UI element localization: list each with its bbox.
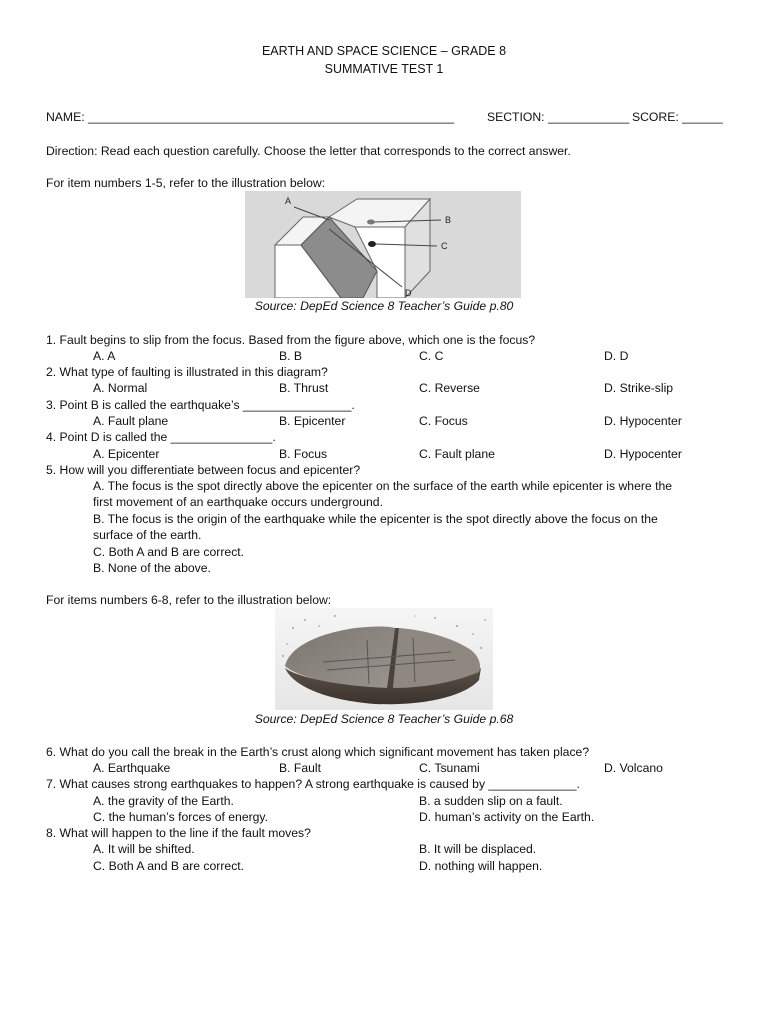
- q7-choice-d: D. human’s activity on the Earth.: [419, 810, 595, 824]
- q7-choice-b: B. a sudden slip on a fault.: [419, 794, 563, 808]
- q7-choice-c: C. the human’s forces of energy.: [93, 810, 269, 824]
- q6-choice-b: B. Fault: [279, 761, 321, 775]
- part1-intro: For item numbers 1-5, refer to the illustration below:: [46, 176, 326, 190]
- q5-choice-a-line1: A. The focus is the spot directly above the epicenter on the surface of the earth while epicenter is where the: [93, 479, 673, 493]
- figure1-caption: Source: DepEd Science 8 Teacher’s Guide p.80: [254, 299, 514, 313]
- q8-choice-a: A. It will be shifted.: [93, 842, 195, 856]
- q5-choice-c: C. Both A and B are correct.: [93, 545, 245, 559]
- q3-choice-c: C. Focus: [419, 414, 468, 428]
- question-5: 5. How will you differentiate between focus and epicenter?: [46, 463, 361, 477]
- score-field: SCORE: ______: [632, 110, 723, 124]
- question-6: 6. What do you call the break in the Earth’s crust along which significant movement has taken place?: [46, 745, 590, 759]
- q8-choice-c: C. Both A and B are correct.: [93, 859, 245, 873]
- question-4: 4. Point D is called the _______________.: [46, 430, 276, 444]
- figure2-caption: Source: DepEd Science 8 Teacher’s Guide p.68: [254, 712, 514, 726]
- label-a: A: [285, 196, 292, 206]
- page-title: EARTH AND SPACE SCIENCE – GRADE 8: [261, 44, 507, 58]
- q4-choice-c: C. Fault plane: [419, 447, 495, 461]
- question-8: 8. What will happen to the line if the fault moves?: [46, 826, 311, 840]
- q7-choice-a: A. the gravity of the Earth.: [93, 794, 234, 808]
- section-field: SECTION: ____________: [487, 110, 630, 124]
- fault-block-diagram: [245, 191, 521, 298]
- q8-choice-b: B. It will be displaced.: [419, 842, 537, 856]
- q6-choice-a: A. Earthquake: [93, 761, 171, 775]
- q1-choice-b: B. B: [279, 349, 303, 363]
- q5-choice-b-line1: B. The focus is the origin of the earthquake while the epicenter is the spot directly above the focus on the: [93, 512, 658, 526]
- page-subtitle: SUMMATIVE TEST 1: [324, 62, 444, 76]
- q3-choice-b: B. Epicenter: [279, 414, 346, 428]
- q4-choice-a: A. Epicenter: [93, 447, 160, 461]
- label-b: B: [445, 215, 452, 225]
- q2-choice-c: C. Reverse: [419, 381, 480, 395]
- label-c: C: [441, 241, 448, 251]
- q8-choice-d: D. nothing will happen.: [419, 859, 543, 873]
- name-field: NAME: ______________________________________________________: [46, 110, 455, 124]
- q3-choice-d: D. Hypocenter: [604, 414, 682, 428]
- question-7: 7. What causes strong earthquakes to happen? A strong earthquake is caused by _____________.: [46, 777, 580, 791]
- part2-intro: For items numbers 6-8, refer to the illustration below:: [46, 593, 332, 607]
- sand-fault-photo: [275, 608, 493, 710]
- q1-choice-a: A. A: [93, 349, 116, 363]
- q1-choice-d: D. D: [604, 349, 629, 363]
- q2-choice-b: B. Thrust: [279, 381, 329, 395]
- q6-choice-d: D. Volcano: [604, 761, 663, 775]
- q5-choice-d: B. None of the above.: [93, 561, 211, 575]
- question-1: 1. Fault begins to slip from the focus. Based from the figure above, which one is the focus?: [46, 333, 536, 347]
- q4-choice-b: B. Focus: [279, 447, 328, 461]
- q2-choice-a: A. Normal: [93, 381, 148, 395]
- direction-text: Direction: Read each question carefully. Choose the letter that corresponds to the correct answer.: [46, 144, 571, 158]
- q2-choice-d: D. Strike-slip: [604, 381, 674, 395]
- q4-choice-d: D. Hypocenter: [604, 447, 682, 461]
- q5-choice-a-line2: first movement of an earthquake occurs underground.: [93, 495, 383, 509]
- q3-choice-a: A. Fault plane: [93, 414, 169, 428]
- question-3: 3. Point B is called the earthquake’s ________________.: [46, 398, 355, 412]
- label-d: D: [405, 288, 412, 298]
- q5-choice-b-line2: surface of the earth.: [93, 528, 202, 542]
- question-2: 2. What type of faulting is illustrated in this diagram?: [46, 365, 328, 379]
- q6-choice-c: C. Tsunami: [419, 761, 480, 775]
- q1-choice-c: C. C: [419, 349, 444, 363]
